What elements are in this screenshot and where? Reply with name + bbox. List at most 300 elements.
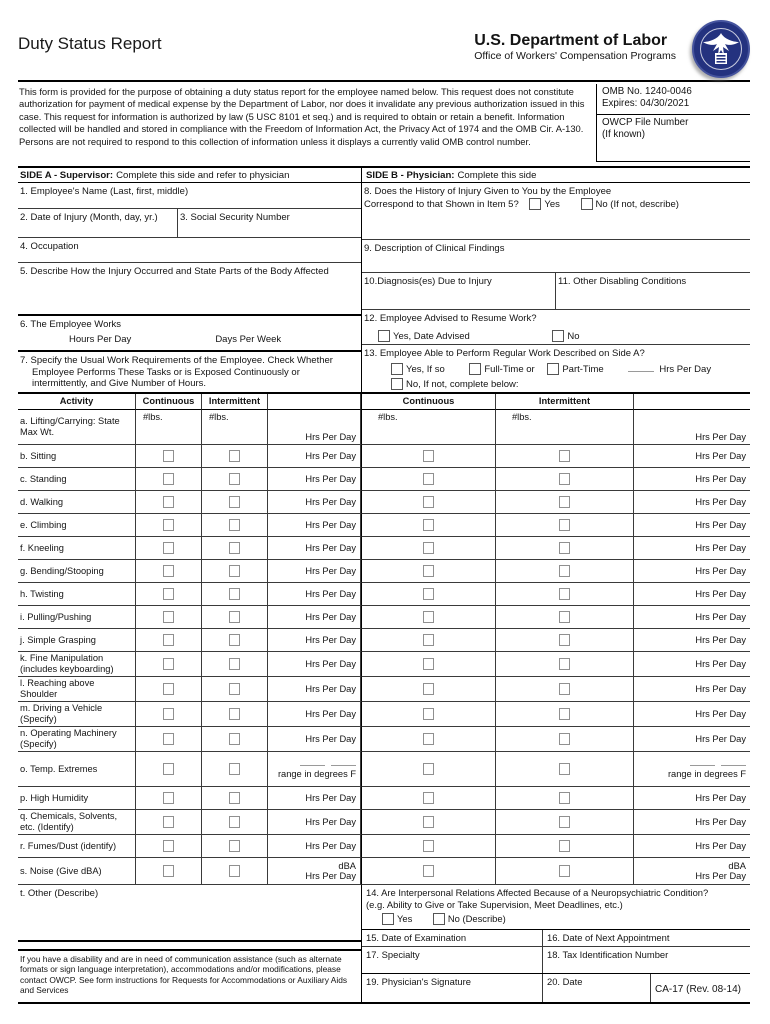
activity-table-header bbox=[18, 394, 750, 410]
side-b-hours-cell[interactable] bbox=[634, 468, 750, 491]
side-b-hours-cell[interactable] bbox=[634, 652, 750, 677]
hrs-per-day-label: Hrs Per Day bbox=[305, 497, 356, 507]
field-10-label: 10.Diagnosis(es) Due to Injury bbox=[364, 276, 492, 287]
field-8-history-of-injury[interactable] bbox=[362, 183, 750, 240]
side-a-continuous-checkbox[interactable] bbox=[163, 865, 174, 877]
range-label: range in degrees F bbox=[277, 769, 356, 779]
field-3-ssn[interactable] bbox=[178, 209, 361, 237]
activity-row-s bbox=[18, 858, 750, 885]
hrs-per-day-label: Hrs Per Day bbox=[305, 659, 356, 669]
hrs-per-day-label: Hrs Per Day bbox=[695, 543, 746, 553]
field-t-label: t. Other (Describe) bbox=[20, 888, 99, 899]
form-number-text: CA-17 (Rev. 08-14) bbox=[655, 983, 741, 995]
side-b-continuous-checkbox[interactable] bbox=[423, 542, 434, 554]
item13-fulltime-checkbox[interactable] bbox=[469, 363, 481, 375]
agency-name: U.S. Department of Labor bbox=[474, 32, 668, 49]
item13-fulltime-label: Full-Time or bbox=[484, 363, 535, 375]
field-13-label: 13. Employee Able to Perform Regular Work Described on Side A? bbox=[364, 348, 645, 359]
side-b-intermittent-lbs-field[interactable] bbox=[496, 410, 634, 445]
side-b-intermittent-checkbox[interactable] bbox=[559, 565, 570, 577]
intro-section bbox=[18, 82, 750, 168]
side-b-intermittent-checkbox[interactable] bbox=[559, 519, 570, 531]
item14-yes-label: Yes bbox=[397, 913, 413, 924]
activity-label: n. Operating Machinery (Specify) bbox=[20, 728, 117, 749]
side-a-hours-cell[interactable] bbox=[268, 583, 361, 606]
activity-row-h bbox=[18, 583, 750, 606]
office-name: Office of Workers' Compensation Programs bbox=[474, 50, 676, 62]
field-1-employee-name[interactable] bbox=[18, 183, 361, 209]
activity-row-a bbox=[18, 410, 750, 445]
activity-row-e bbox=[18, 514, 750, 537]
side-b-continuous-checkbox[interactable] bbox=[423, 588, 434, 600]
side-b-hours-cell[interactable] bbox=[634, 835, 750, 858]
activity-label: p. High Humidity bbox=[20, 792, 89, 803]
side-b-continuous-header: Continuous bbox=[361, 394, 496, 410]
activity-label: i. Pulling/Pushing bbox=[20, 611, 92, 622]
field-8-line1: 8. Does the History of Injury Given to You by the Employee bbox=[364, 186, 612, 197]
item13-parttime-checkbox[interactable] bbox=[547, 363, 559, 375]
side-b-header-rest: Complete this side bbox=[457, 170, 537, 181]
range-blanks bbox=[294, 759, 356, 769]
side-b-continuous-checkbox[interactable] bbox=[423, 865, 434, 877]
side-b-continuous-checkbox[interactable] bbox=[423, 763, 434, 775]
activity-row-i bbox=[18, 606, 750, 629]
side-b-hours-cell[interactable] bbox=[634, 677, 750, 702]
side-b-hours-header bbox=[634, 394, 750, 410]
dol-seal-icon bbox=[692, 20, 750, 78]
hrs-per-day-label: Hrs Per Day bbox=[305, 612, 356, 622]
side-a-hours-cell[interactable] bbox=[268, 491, 361, 514]
activity-label: b. Sitting bbox=[20, 450, 57, 461]
side-b-continuous-checkbox[interactable] bbox=[423, 611, 434, 623]
hrs-per-day-label: Hrs Per Day bbox=[695, 451, 746, 461]
side-b-intermittent-checkbox[interactable] bbox=[559, 792, 570, 804]
hrs-per-day-label: Hrs Per Day bbox=[695, 635, 746, 645]
hrs-per-day-label: Hrs Per Day bbox=[695, 566, 746, 576]
activity-row-k bbox=[18, 652, 750, 677]
activity-header: Activity bbox=[18, 394, 136, 410]
side-b-continuous-checkbox[interactable] bbox=[423, 496, 434, 508]
side-a-continuous-checkbox[interactable] bbox=[163, 816, 174, 828]
side-a-intermittent-checkbox[interactable] bbox=[229, 816, 240, 828]
side-a-hours-cell[interactable] bbox=[268, 514, 361, 537]
hrs-per-day-label: Hrs Per Day bbox=[305, 543, 356, 553]
side-a-intermittent-checkbox[interactable] bbox=[229, 611, 240, 623]
field-8-line2: Correspond to that Shown in Item 5? bbox=[364, 198, 519, 210]
side-a-hours-header bbox=[268, 394, 361, 410]
side-b-intermittent-header: Intermittent bbox=[496, 394, 634, 410]
side-a-column bbox=[18, 183, 361, 392]
side-b-continuous-checkbox[interactable] bbox=[423, 519, 434, 531]
side-b-dba-cell[interactable] bbox=[634, 858, 750, 885]
item8-no-label: No (If not, describe) bbox=[595, 198, 679, 210]
hrs-per-day-label: Hrs Per Day bbox=[695, 612, 746, 622]
activity-label: l. Reaching above Shoulder bbox=[20, 678, 95, 699]
side-b-continuous-lbs-field[interactable] bbox=[361, 410, 496, 445]
item14-no-label: No (Describe) bbox=[447, 913, 506, 924]
owcp-file-number-label: OWCP File Number bbox=[602, 117, 689, 128]
field-1-label: 1. Employee's Name (Last, first, middle) bbox=[20, 186, 189, 197]
bottom-section bbox=[18, 885, 750, 1004]
side-b-intermittent-checkbox[interactable] bbox=[559, 733, 570, 745]
side-a-intermittent-checkbox[interactable] bbox=[229, 840, 240, 852]
hrs-per-day-label: Hrs Per Day bbox=[695, 871, 746, 881]
activity-row-f bbox=[18, 537, 750, 560]
disability-notice-text: If you have a disability and are in need of communication assistance (such as alternate formats or sign language interpretation), accommodations and/or modifications, please contact OWCP. See form instructions for Requests for Accommodations or Auxiliary Aids and Services bbox=[20, 954, 348, 996]
side-headers bbox=[18, 168, 750, 183]
item12-no-label: No bbox=[567, 330, 580, 342]
side-b-hours-cell[interactable] bbox=[634, 491, 750, 514]
field-14-line2: (e.g. Ability to Give or Take Supervision, Meet Deadlines, etc.) bbox=[366, 898, 623, 910]
field-12-advised-resume-work bbox=[362, 310, 750, 345]
side-b-column bbox=[361, 183, 750, 392]
hrs-per-day-label: Hrs Per Day bbox=[695, 589, 746, 599]
activity-row-n bbox=[18, 727, 750, 752]
hrs-per-day-label: Hrs Per Day bbox=[305, 635, 356, 645]
side-a-hours-cell[interactable] bbox=[268, 410, 361, 445]
side-b-continuous-checkbox[interactable] bbox=[423, 473, 434, 485]
side-a-continuous-checkbox[interactable] bbox=[163, 565, 174, 577]
side-b-intermittent-checkbox[interactable] bbox=[559, 611, 570, 623]
lbs-label: #lbs. bbox=[209, 412, 229, 422]
field-9-clinical-findings[interactable] bbox=[362, 240, 750, 273]
hrs-per-day-label: Hrs Per Day bbox=[695, 684, 746, 694]
field-2-label: 2. Date of Injury (Month, day, yr.) bbox=[20, 212, 158, 223]
field-16-date-next-appointment[interactable] bbox=[543, 930, 750, 946]
activity-label: s. Noise (Give dBA) bbox=[20, 865, 102, 876]
side-b-hours-cell[interactable] bbox=[634, 583, 750, 606]
side-a-intermittent-checkbox[interactable] bbox=[229, 450, 240, 462]
hrs-per-day-label: Hrs Per Day bbox=[695, 520, 746, 530]
owcp-file-number-field[interactable] bbox=[597, 115, 750, 142]
side-b-intermittent-checkbox[interactable] bbox=[559, 840, 570, 852]
side-a-dba-cell[interactable] bbox=[268, 858, 361, 885]
activity-row-g bbox=[18, 560, 750, 583]
side-a-continuous-checkbox[interactable] bbox=[163, 496, 174, 508]
hrs-per-day-label: Hrs Per Day bbox=[305, 709, 356, 719]
hrs-per-day-label: Hrs Per Day bbox=[695, 709, 746, 719]
side-b-hours-cell[interactable] bbox=[634, 606, 750, 629]
field-17-18-row bbox=[362, 947, 750, 974]
side-a-continuous-checkbox[interactable] bbox=[163, 450, 174, 462]
lbs-label: #lbs. bbox=[512, 412, 532, 422]
hrs-per-day-label: Hrs Per Day bbox=[305, 684, 356, 694]
activity-label: a. Lifting/Carrying: State Max Wt. bbox=[20, 416, 120, 437]
activity-row-l bbox=[18, 677, 750, 702]
field-t-other-describe[interactable] bbox=[18, 885, 361, 942]
hrs-per-day-label: Hrs Per Day bbox=[305, 589, 356, 599]
field-6-label: 6. The Employee Works bbox=[20, 319, 122, 330]
omb-number-box bbox=[597, 84, 750, 115]
activity-table bbox=[18, 392, 750, 885]
side-a-header bbox=[18, 168, 361, 182]
side-a-intermittent-checkbox[interactable] bbox=[229, 658, 240, 670]
item13-no-checkbox[interactable] bbox=[391, 378, 403, 390]
field-14-line1: 14. Are Interpersonal Relations Affected Because of a Neuropsychiatric Condition? bbox=[366, 887, 709, 898]
hrs-per-day-label: Hrs Per Day bbox=[695, 497, 746, 507]
side-b-intermittent-checkbox[interactable] bbox=[559, 588, 570, 600]
side-a-hours-cell[interactable] bbox=[268, 560, 361, 583]
item13-parttime-label: Part-Time bbox=[562, 363, 604, 375]
side-a-continuous-checkbox[interactable] bbox=[163, 763, 174, 775]
hrs-per-day-label: Hrs Per Day bbox=[305, 432, 356, 442]
item14-yes-checkbox[interactable] bbox=[382, 913, 394, 925]
side-b-range-cell[interactable] bbox=[634, 752, 750, 787]
side-a-continuous-header: Continuous bbox=[136, 394, 202, 410]
side-b-intermittent-checkbox[interactable] bbox=[559, 496, 570, 508]
omb-expires: Expires: 04/30/2021 bbox=[602, 98, 690, 109]
field-16-label: 16. Date of Next Appointment bbox=[547, 932, 670, 943]
side-b-continuous-checkbox[interactable] bbox=[423, 565, 434, 577]
side-a-continuous-checkbox[interactable] bbox=[163, 658, 174, 670]
side-b-hours-cell[interactable] bbox=[634, 514, 750, 537]
side-a-hours-cell[interactable] bbox=[268, 606, 361, 629]
item13-yes-checkbox[interactable] bbox=[391, 363, 403, 375]
activity-row-p bbox=[18, 787, 750, 810]
side-b-hours-cell[interactable] bbox=[634, 787, 750, 810]
side-b-continuous-checkbox[interactable] bbox=[423, 683, 434, 695]
side-a-intermittent-checkbox[interactable] bbox=[229, 565, 240, 577]
activity-row-d bbox=[18, 491, 750, 514]
field-15-date-of-examination[interactable] bbox=[362, 930, 543, 946]
side-a-hours-cell[interactable] bbox=[268, 835, 361, 858]
side-a-intermittent-checkbox[interactable] bbox=[229, 542, 240, 554]
side-b-continuous-checkbox[interactable] bbox=[423, 658, 434, 670]
field-4-occupation[interactable] bbox=[18, 238, 361, 263]
side-a-continuous-checkbox[interactable] bbox=[163, 792, 174, 804]
item8-yes-checkbox[interactable] bbox=[529, 198, 541, 210]
field-17-specialty[interactable] bbox=[362, 947, 543, 973]
field-5-label: 5. Describe How the Injury Occurred and State Parts of the Body Affected bbox=[20, 266, 329, 277]
hrs-per-day-label: Hrs Per Day bbox=[305, 474, 356, 484]
omb-block bbox=[596, 84, 750, 162]
side-b-continuous-checkbox[interactable] bbox=[423, 450, 434, 462]
side-b-hours-cell[interactable] bbox=[634, 410, 750, 445]
item13-yes-label: Yes, If so bbox=[406, 363, 445, 375]
side-b-header bbox=[361, 168, 750, 182]
side-a-continuous-checkbox[interactable] bbox=[163, 473, 174, 485]
field-11-other-conditions[interactable] bbox=[556, 273, 750, 309]
side-a-hours-cell[interactable] bbox=[268, 677, 361, 702]
field-5-describe-injury[interactable] bbox=[18, 263, 361, 314]
field-7-label: 7. Specify the Usual Work Requirements of the Employee. Check Whether Employee Performs These Tasks or is Exposed Continuously or intermittently, and Give Number of Hours. bbox=[20, 355, 333, 389]
side-b-continuous-checkbox[interactable] bbox=[423, 816, 434, 828]
side-b-continuous-checkbox[interactable] bbox=[423, 792, 434, 804]
item13-hours-blank[interactable] bbox=[628, 363, 654, 372]
hrs-per-day-label: Hrs Per Day bbox=[695, 432, 746, 442]
bottom-right-column bbox=[361, 885, 750, 1004]
side-b-intermittent-checkbox[interactable] bbox=[559, 542, 570, 554]
side-b-hours-cell[interactable] bbox=[634, 629, 750, 652]
side-a-continuous-checkbox[interactable] bbox=[163, 634, 174, 646]
item8-no-checkbox[interactable] bbox=[581, 198, 593, 210]
hrs-per-day-label: Hrs Per Day bbox=[305, 871, 356, 881]
activity-label: g. Bending/Stooping bbox=[20, 565, 104, 576]
side-a-hours-cell[interactable] bbox=[268, 702, 361, 727]
hrs-per-day-label: Hrs Per Day bbox=[305, 793, 356, 803]
activity-row-b bbox=[18, 445, 750, 468]
field-18-tax-id[interactable] bbox=[543, 947, 750, 973]
field-2-3-row bbox=[18, 209, 361, 238]
side-a-hours-cell[interactable] bbox=[268, 787, 361, 810]
bottom-left-column bbox=[18, 885, 361, 1004]
side-a-continuous-checkbox[interactable] bbox=[163, 733, 174, 745]
field-19-physician-signature[interactable] bbox=[362, 974, 543, 1002]
side-a-continuous-checkbox[interactable] bbox=[163, 542, 174, 554]
range-label: range in degrees F bbox=[667, 769, 746, 779]
field-17-label: 17. Specialty bbox=[366, 949, 420, 960]
field-7-work-requirements bbox=[18, 350, 361, 392]
side-a-intermittent-lbs-field[interactable] bbox=[202, 410, 268, 445]
activity-label: e. Climbing bbox=[20, 519, 67, 530]
lbs-label: #lbs. bbox=[143, 412, 163, 422]
hrs-per-day-label: Hrs Per Day bbox=[695, 659, 746, 669]
activity-row-j bbox=[18, 629, 750, 652]
side-b-hours-cell[interactable] bbox=[634, 445, 750, 468]
hrs-per-day-label: Hrs Per Day bbox=[305, 451, 356, 461]
side-a-intermittent-checkbox[interactable] bbox=[229, 763, 240, 775]
activity-row-c bbox=[18, 468, 750, 491]
side-b-hours-cell[interactable] bbox=[634, 810, 750, 835]
side-a-hours-cell[interactable] bbox=[268, 537, 361, 560]
side-b-header-bold: SIDE B - Physician: bbox=[366, 170, 455, 181]
side-b-intermittent-checkbox[interactable] bbox=[559, 683, 570, 695]
field-20-label: 20. Date bbox=[547, 976, 583, 987]
item14-no-checkbox[interactable] bbox=[433, 913, 445, 925]
disability-notice bbox=[18, 949, 361, 1004]
activity-label: d. Walking bbox=[20, 496, 64, 507]
hrs-per-day-label: Hrs Per Day bbox=[695, 474, 746, 484]
side-a-hours-cell[interactable] bbox=[268, 468, 361, 491]
activity-label: c. Standing bbox=[20, 473, 67, 484]
hours-per-day-label: Hours Per Day bbox=[69, 333, 132, 345]
hrs-per-day-label: Hrs Per Day bbox=[695, 734, 746, 744]
field-10-diagnosis[interactable] bbox=[362, 273, 556, 309]
side-b-continuous-checkbox[interactable] bbox=[423, 840, 434, 852]
owcp-if-known-label: (If known) bbox=[602, 128, 646, 140]
field-14-interpersonal-relations bbox=[362, 885, 750, 930]
form-header bbox=[18, 20, 750, 80]
field-9-label: 9. Description of Clinical Findings bbox=[364, 243, 505, 254]
side-a-intermittent-checkbox[interactable] bbox=[229, 634, 240, 646]
field-15-label: 15. Date of Examination bbox=[366, 932, 467, 943]
main-fields bbox=[18, 183, 750, 392]
side-a-hours-cell[interactable] bbox=[268, 445, 361, 468]
side-a-intermittent-checkbox[interactable] bbox=[229, 708, 240, 720]
side-a-intermittent-checkbox[interactable] bbox=[229, 683, 240, 695]
side-a-intermittent-checkbox[interactable] bbox=[229, 473, 240, 485]
hrs-per-day-label: Hrs Per Day bbox=[305, 566, 356, 576]
activity-label: r. Fumes/Dust (identify) bbox=[20, 840, 117, 851]
hrs-per-day-label: Hrs Per Day bbox=[695, 793, 746, 803]
hrs-per-day-label: Hrs Per Day bbox=[695, 841, 746, 851]
side-b-intermittent-checkbox[interactable] bbox=[559, 865, 570, 877]
activity-row-r bbox=[18, 835, 750, 858]
item12-no-checkbox[interactable] bbox=[552, 330, 564, 342]
side-a-intermittent-checkbox[interactable] bbox=[229, 733, 240, 745]
side-a-continuous-checkbox[interactable] bbox=[163, 588, 174, 600]
side-b-continuous-checkbox[interactable] bbox=[423, 733, 434, 745]
side-a-continuous-checkbox[interactable] bbox=[163, 683, 174, 695]
privacy-paragraph: This form is provided for the purpose of obtaining a duty status report for the employee named below. This request does not constitute authorization for payment of medical expense by the Department of Labor, nor does it invalidate any previous authorization issued in this case. This request for information is authorized by law (5 USC 8101 et seq.) and is required to obtain or retain a benefit. Information collected will be handled and stored in compliance with the Freedom of Information Act, the Privacy Act of 1974 and the OMB Cir. A-130. Persons are not required to respond to this collection of information unless it displays a currently valid OMB control number. bbox=[19, 86, 585, 147]
side-a-continuous-checkbox[interactable] bbox=[163, 519, 174, 531]
hrs-per-day-label: Hrs Per Day bbox=[305, 817, 356, 827]
side-b-hours-cell[interactable] bbox=[634, 727, 750, 752]
side-b-continuous-checkbox[interactable] bbox=[423, 634, 434, 646]
field-19-label: 19. Physician's Signature bbox=[366, 976, 471, 987]
item12-yes-checkbox[interactable] bbox=[378, 330, 390, 342]
side-a-hours-cell[interactable] bbox=[268, 727, 361, 752]
side-a-range-cell[interactable] bbox=[268, 752, 361, 787]
activity-label: q. Chemicals, Solvents, etc. (Identify) bbox=[20, 811, 118, 832]
field-12-label: 12. Employee Advised to Resume Work? bbox=[364, 313, 537, 324]
item13-hrs-label: Hrs Per Day bbox=[659, 363, 712, 375]
activity-label: f. Kneeling bbox=[20, 542, 64, 553]
field-11-label: 11. Other Disabling Conditions bbox=[558, 276, 687, 287]
field-18-label: 18. Tax Identification Number bbox=[547, 949, 669, 960]
activity-label: h. Twisting bbox=[20, 588, 64, 599]
side-a-header-rest: Complete this side and refer to physician bbox=[116, 170, 290, 181]
side-b-intermittent-checkbox[interactable] bbox=[559, 708, 570, 720]
lbs-label: #lbs. bbox=[378, 412, 398, 422]
side-b-continuous-checkbox[interactable] bbox=[423, 708, 434, 720]
hrs-per-day-label: Hrs Per Day bbox=[305, 841, 356, 851]
side-a-continuous-lbs-field[interactable] bbox=[136, 410, 202, 445]
side-a-hours-cell[interactable] bbox=[268, 629, 361, 652]
activity-label: o. Temp. Extremes bbox=[20, 763, 98, 774]
field-20-date[interactable] bbox=[543, 974, 651, 1002]
side-b-hours-cell[interactable] bbox=[634, 560, 750, 583]
side-b-intermittent-checkbox[interactable] bbox=[559, 816, 570, 828]
side-a-intermittent-checkbox[interactable] bbox=[229, 588, 240, 600]
side-a-intermittent-checkbox[interactable] bbox=[229, 519, 240, 531]
side-a-intermittent-header: Intermittent bbox=[202, 394, 268, 410]
side-b-intermittent-checkbox[interactable] bbox=[559, 658, 570, 670]
range-blanks bbox=[684, 759, 746, 769]
hrs-per-day-label: Hrs Per Day bbox=[695, 817, 746, 827]
hrs-per-day-label: Hrs Per Day bbox=[305, 734, 356, 744]
hrs-per-day-label: Hrs Per Day bbox=[305, 520, 356, 530]
field-6-employee-works[interactable] bbox=[18, 314, 361, 350]
field-3-label: 3. Social Security Number bbox=[180, 212, 290, 223]
activity-row-q bbox=[18, 810, 750, 835]
side-a-intermittent-checkbox[interactable] bbox=[229, 792, 240, 804]
side-a-hours-cell[interactable] bbox=[268, 810, 361, 835]
field-2-date-of-injury[interactable] bbox=[18, 209, 178, 237]
field-4-label: 4. Occupation bbox=[20, 241, 79, 252]
activity-label: m. Driving a Vehicle (Specify) bbox=[20, 703, 103, 724]
side-b-intermittent-checkbox[interactable] bbox=[559, 450, 570, 462]
form-number bbox=[651, 974, 750, 1002]
side-a-continuous-checkbox[interactable] bbox=[163, 840, 174, 852]
side-b-intermittent-checkbox[interactable] bbox=[559, 634, 570, 646]
side-a-hours-cell[interactable] bbox=[268, 652, 361, 677]
side-a-header-bold: SIDE A - Supervisor: bbox=[20, 170, 114, 181]
side-b-intermittent-checkbox[interactable] bbox=[559, 763, 570, 775]
side-a-intermittent-checkbox[interactable] bbox=[229, 496, 240, 508]
side-a-continuous-checkbox[interactable] bbox=[163, 611, 174, 623]
side-b-hours-cell[interactable] bbox=[634, 702, 750, 727]
field-10-11-row bbox=[362, 273, 750, 310]
side-a-intermittent-checkbox[interactable] bbox=[229, 865, 240, 877]
side-b-hours-cell[interactable] bbox=[634, 537, 750, 560]
field-19-20-row bbox=[362, 974, 750, 1004]
item13-no-label: No, If not, complete below: bbox=[406, 379, 519, 390]
item12-yes-label: Yes, Date Advised bbox=[393, 330, 470, 342]
agency-block bbox=[474, 20, 676, 62]
side-b-intermittent-checkbox[interactable] bbox=[559, 473, 570, 485]
side-a-continuous-checkbox[interactable] bbox=[163, 708, 174, 720]
